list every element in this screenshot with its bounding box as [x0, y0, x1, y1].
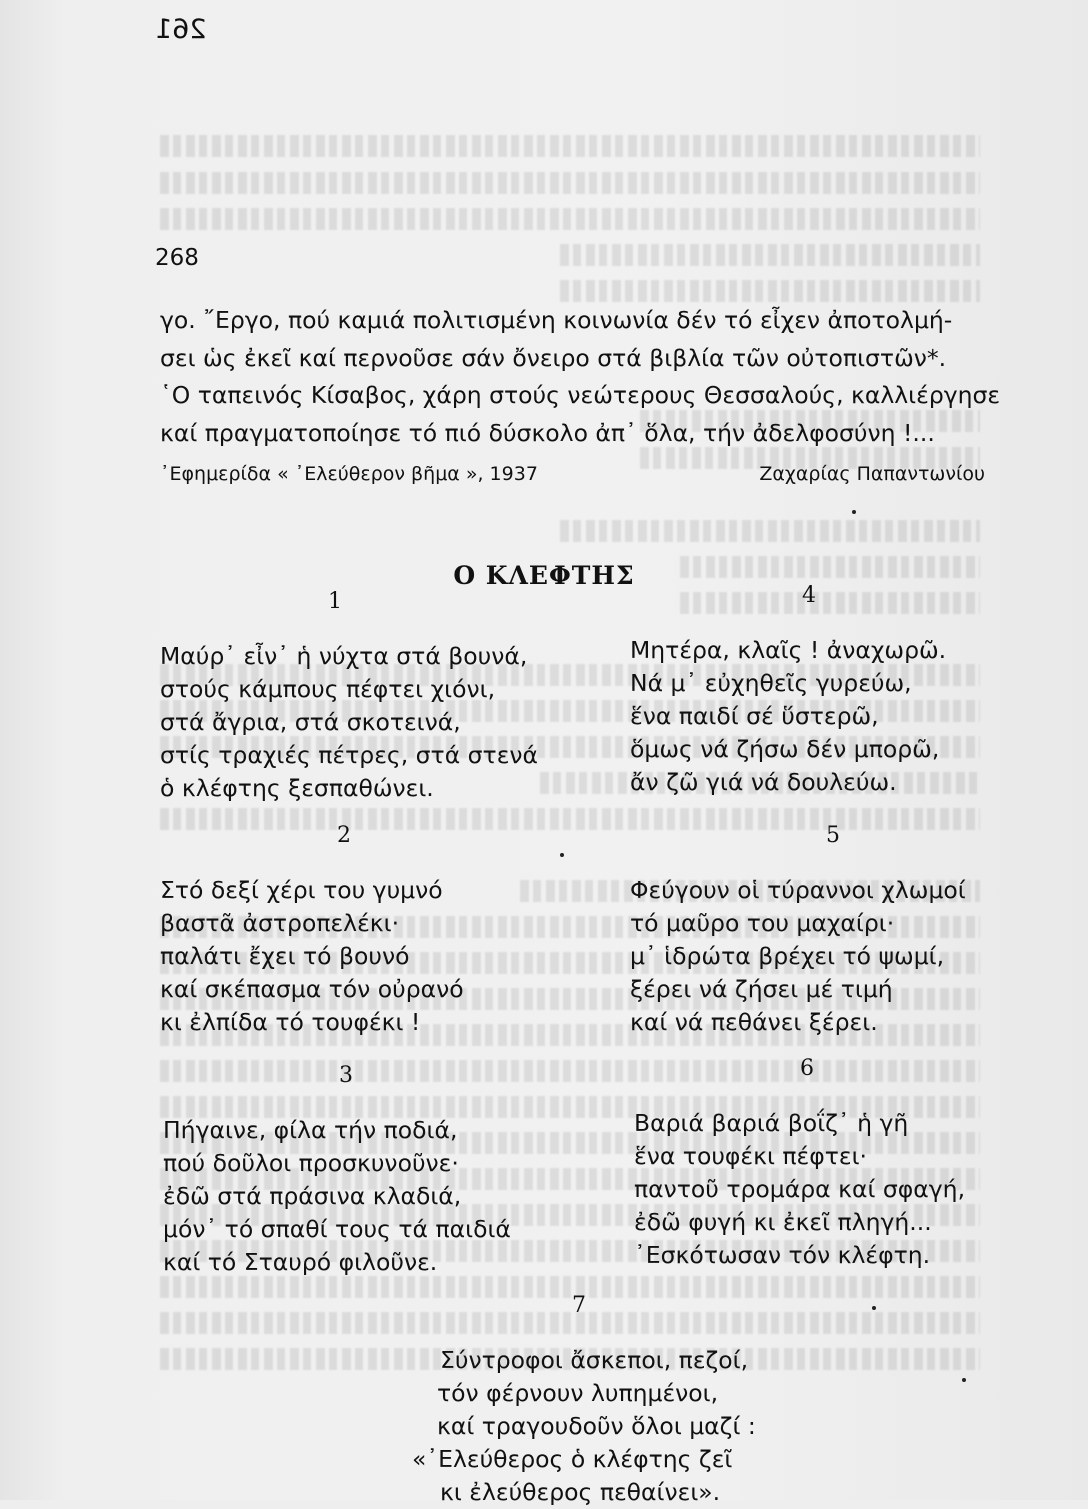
- prose-line: γο. ῎Εργο, πού καμιά πολιτισμένη κοινωνία δέν τό εἶχεν ἀποτολμή-: [160, 306, 953, 334]
- stanza-number: 3: [339, 1063, 353, 1088]
- stanza-number: 2: [337, 823, 351, 848]
- verse-line: στίς τραχιές πέτρες, στά στενά: [160, 741, 539, 769]
- verse-line: Μητέρα, κλαῖς ! ἀναχωρῶ.: [630, 636, 947, 664]
- stanza-2: [160, 823, 464, 1039]
- verse-line: Νά μ᾽ εὐχηθεῖς γυρεύω,: [630, 669, 912, 697]
- verse-line: Βαριά βαριά βοΐζ᾽ ἡ γῆ: [634, 1109, 909, 1137]
- verse-line: Φεύγουν οἱ τύραννοι χλωμοί: [630, 876, 966, 904]
- verse-line: ὁ κλέφτης ξεσπαθώνει.: [160, 774, 434, 802]
- ink-speck: [560, 853, 564, 857]
- verse-line: στά ἄγρια, στά σκοτεινά,: [160, 708, 461, 736]
- verse-line: μόν᾽ τό σπαθί τους τά παιδιά: [163, 1215, 511, 1243]
- verse-line: ξέρει νά ζήσει μέ τιμή: [630, 975, 893, 1003]
- ink-speck: [872, 1306, 876, 1310]
- verse-line: Σύντροφοι ἄσκεποι, πεζοί,: [440, 1346, 749, 1374]
- verse-line: ἐδῶ φυγή κι ἐκεῖ πληγή...: [634, 1208, 932, 1236]
- prose-line: ῾Ο ταπεινός Κίσαβος, χάρη στούς νεώτερους Θεσσαλούς, καλλιέργησε: [160, 381, 1001, 409]
- stanza-4: [630, 583, 947, 799]
- verse-line: κι ἐλπίδα τό τουφέκι !: [160, 1008, 421, 1036]
- verse-line: ᾽Εσκότωσαν τόν κλέφτη.: [634, 1241, 931, 1269]
- verse-line: τό μαῦρο του μαχαίρι·: [630, 909, 895, 937]
- verse-line: Στό δεξί χέρι του γυμνό: [160, 876, 443, 904]
- verse-line: «᾽Ελεύθερος ὁ κλέφτης ζεῖ: [412, 1445, 733, 1473]
- verse-line: ἄν ζῶ γιά νά δουλεύω.: [630, 768, 897, 796]
- source-citation: ᾽Εφημερίδα « ᾽Ελεύθερον βῆμα », 1937: [160, 463, 538, 485]
- author-name: Ζαχαρίας Παπαντωνίου: [759, 463, 985, 485]
- ink-speck: [962, 1378, 966, 1382]
- verse-line: παντοῦ τρομάρα καί σφαγή,: [634, 1175, 966, 1203]
- stanza-1: [160, 589, 539, 805]
- verse-line: ὅμως νά ζήσω δέν μπορῶ,: [630, 735, 940, 763]
- verse-line: ἕνα παιδί σέ ὕστερῶ,: [630, 702, 879, 730]
- verse-line: ἐδῶ στά πράσινα κλαδιά,: [163, 1182, 462, 1210]
- ink-speck: [852, 510, 856, 514]
- verse-line: καί τό Σταυρό φιλοῦνε.: [163, 1248, 438, 1276]
- stanza-number: 5: [826, 823, 840, 848]
- stanza-3: [163, 1063, 511, 1279]
- prose-paragraph: [160, 302, 1000, 452]
- stanza-number: 7: [572, 1293, 586, 1318]
- stanza-number: 6: [800, 1056, 814, 1081]
- verse-line: κι ἐλεύθερος πεθαίνει».: [440, 1478, 721, 1506]
- stanza-number: 1: [328, 589, 342, 614]
- prose-line: σει ὡς ἐκεῖ καί περνοῦσε σάν ὄνειρο στά βιβλία τῶν οὐτοπιστῶν*.: [160, 343, 947, 372]
- verse-line: Πήγαινε, φίλα τήν ποδιά,: [163, 1116, 458, 1144]
- verse-line: τόν φέρνουν λυπημένοι,: [437, 1379, 719, 1407]
- poem-title: Ο ΚΛΕΦΤΗΣ: [453, 561, 635, 590]
- verse-line: Μαύρ᾽ εἶν᾽ ἡ νύχτα στά βουνά,: [160, 642, 528, 670]
- verse-line: καί νά πεθάνει ξέρει.: [630, 1008, 878, 1036]
- verse-line: παλάτι ἔχει τό βουνό: [160, 942, 410, 970]
- verse-line: βαστᾶ ἀστροπελέκι·: [160, 909, 400, 937]
- mirrored-page-number: 261: [155, 14, 207, 45]
- verse-line: καί σκέπασμα τόν οὐρανό: [160, 975, 464, 1003]
- stanza-number: 4: [802, 583, 816, 608]
- stanza-6: [634, 1056, 966, 1272]
- stanza-7: [412, 1293, 756, 1509]
- verse-line: στούς κάμπους πέφτει χιόνι,: [160, 675, 496, 703]
- verse-line: μ᾽ ἱδρώτα βρέχει τό ψωμί,: [630, 942, 945, 970]
- stanza-5: [630, 823, 966, 1039]
- verse-line: καί τραγουδοῦν ὅλοι μαζί :: [437, 1412, 756, 1440]
- prose-line: καί πραγματοποίησε τό πιό δύσκολο ἀπ᾽ ὅλα, τήν ἀδελφοσύνη !...: [160, 418, 935, 447]
- verse-line: ἕνα τουφέκι πέφτει·: [634, 1142, 868, 1170]
- verse-line: πού δοῦλοι προσκυνοῦνε·: [163, 1149, 459, 1177]
- page-number: 268: [155, 245, 199, 271]
